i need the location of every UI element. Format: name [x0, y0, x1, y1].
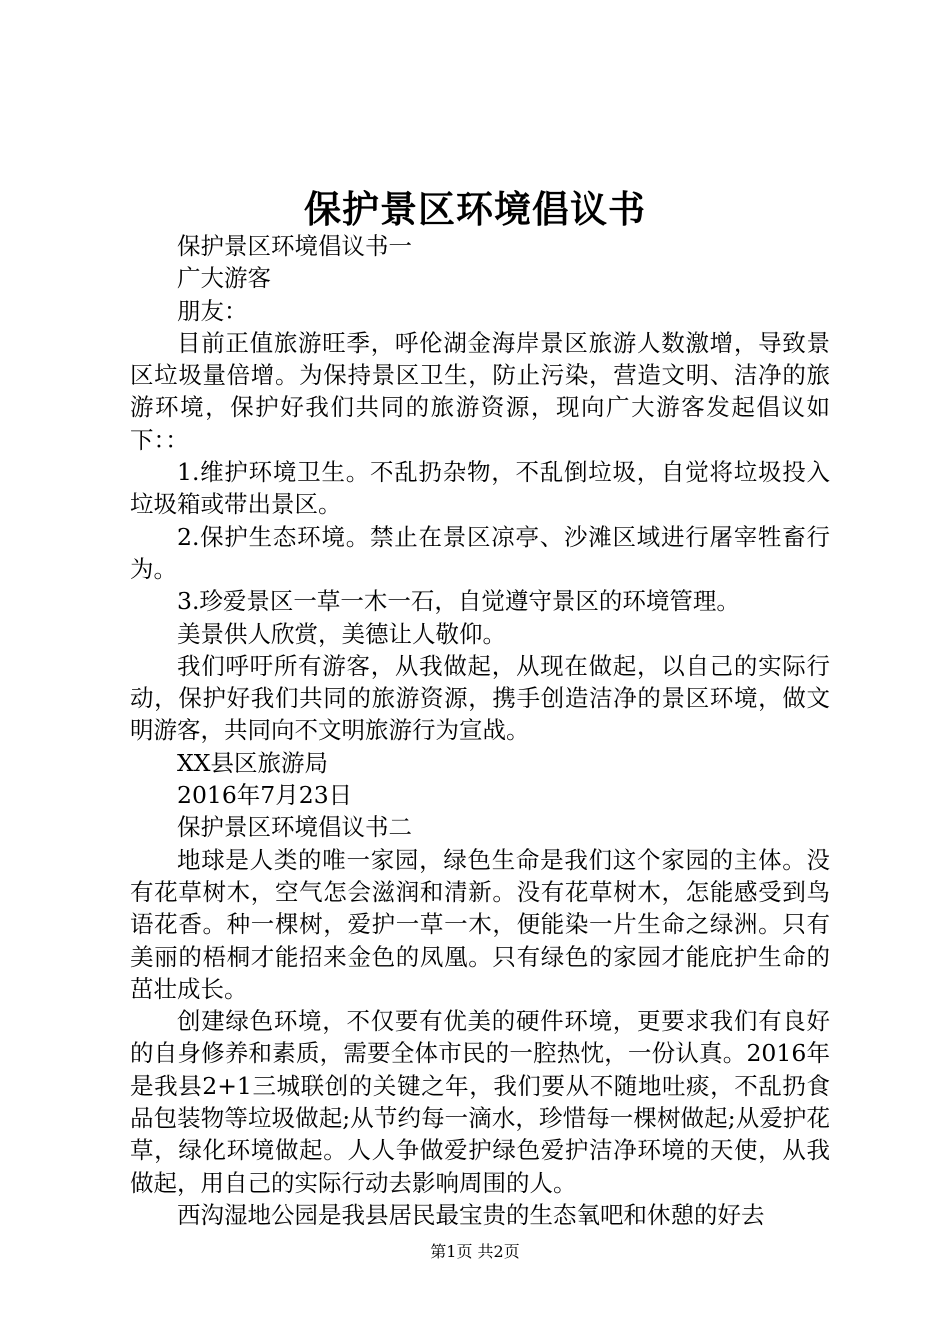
paragraph-item-3: 3.珍爱景区一草一木一石，自觉遵守景区的环境管理。: [177, 587, 740, 616]
paragraph-wetland-park: 西沟湿地公园是我县居民最宝贵的生态氧吧和休憩的好去: [177, 1200, 765, 1229]
document-title: 保护景区环境倡议书: [304, 187, 646, 231]
paragraph-item-1: 1.维护环境卫生。不乱扔杂物，不乱倒垃圾，自觉将垃圾投入垃圾箱或带出景区。: [130, 458, 830, 519]
paragraph-appeal: 我们呼吁所有游客，从我做起，从现在做起，以自己的实际行动，保护好我们共同的旅游资源，携手创造洁净的景区环境，做文明游客，共同向不文明旅游行为宣战。: [130, 651, 830, 745]
page-footer: 第1页 共2页: [430, 1242, 520, 1261]
paragraph-salutation-line1: 广大游客: [177, 264, 271, 293]
paragraph-salutation-line2: 朋友：: [177, 296, 248, 325]
paragraph-date: 2016年7月23日: [177, 781, 353, 810]
paragraph-heading-two: 保护景区环境倡议书二: [177, 813, 412, 842]
paragraph-earth: 地球是人类的唯一家园，绿色生命是我们这个家园的主体。没有花草树木，空气怎会滋润和清新。没有花草树木，怎能感受到鸟语花香。种一棵树，爱护一草一木，便能染一片生命之绿洲。只有美丽的梧桐才能招来金色的凤凰。只有绿色的家园才能庇护生命的茁壮成长。: [130, 845, 830, 1003]
paragraph-slogan: 美景供人欣赏，美德让人敬仰。: [177, 619, 506, 648]
document-body: [130, 230, 830, 1231]
paragraph-heading-one: 保护景区环境倡议书一: [177, 232, 412, 260]
paragraph-green-environment: 创建绿色环境，不仅要有优美的硬件环境，更要求我们有良好的自身修养和素质，需要全体市民的一腔热忱，一份认真。2016年是我县2+1三城联创的关键之年，我们要从不随地吐痰，不乱扔食品包装物等垃圾做起;从节约每一滴水，珍惜每一棵树做起;从爱护花草，绿化环境做起。人人争做爱护绿色爱护洁净环境的天使，从我做起，用自己的实际行动去影响周围的人。: [130, 1007, 830, 1197]
paragraph-signature: XX县区旅游局: [177, 748, 328, 777]
paragraph-intro: 目前正值旅游旺季，呼伦湖金海岸景区旅游人数激增，导致景区垃圾量倍增。为保持景区卫生，防止污染，营造文明、洁净的旅游环境，保护好我们共同的旅游资源，现向广大游客发起倡议如下：：: [130, 328, 830, 454]
paragraph-item-2: 2.保护生态环境。禁止在景区凉亭、沙滩区域进行屠宰牲畜行为。: [130, 522, 830, 583]
